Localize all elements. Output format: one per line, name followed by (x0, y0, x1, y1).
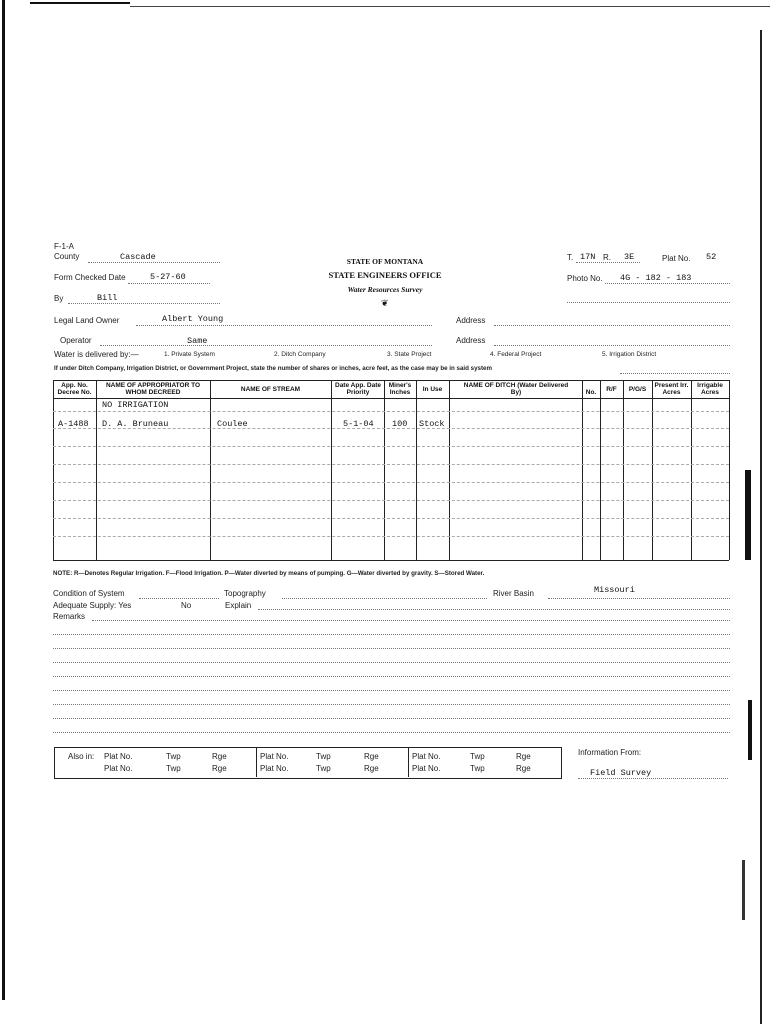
owner-line (136, 325, 432, 326)
basin-value: Missouri (594, 585, 635, 595)
header-survey: Water Resources Survey (347, 285, 423, 294)
county-label: County (54, 252, 80, 261)
table-col-line (416, 380, 417, 560)
also-in-rge-2: Rge (212, 764, 227, 773)
plat-value: 52 (706, 252, 717, 262)
township-r-value: 3E (624, 252, 635, 262)
remarks-line (53, 648, 730, 649)
table-top-border (53, 380, 729, 381)
row2-app: A-1488 (58, 419, 89, 429)
delivered-option-3: 3. State Project (387, 351, 432, 358)
remarks-line (53, 634, 730, 635)
table-col-line (210, 380, 211, 560)
also-in-plat-3: Plat No. (260, 752, 289, 761)
by-line (68, 303, 220, 304)
table-col-line (582, 380, 583, 560)
table-col-line (53, 380, 54, 560)
left-edge-line (2, 0, 5, 1000)
county-line (88, 262, 220, 263)
supply-no-label: No (181, 601, 192, 610)
info-value: Field Survey (590, 768, 652, 778)
also-in-divider (256, 748, 257, 777)
also-in-plat-1: Plat No. (104, 752, 133, 761)
col-header-stream: NAME OF STREAM (240, 386, 301, 393)
also-in-twp-5: Twp (470, 752, 485, 761)
condition-line (139, 598, 219, 599)
ditch-note-line (620, 373, 730, 374)
col-header-ditch: NAME OF DITCH (Water Delivered By) (463, 382, 569, 396)
also-in-plat-4: Plat No. (260, 764, 289, 773)
table-col-line (600, 380, 601, 560)
delivered-label: Water is delivered by:— (54, 350, 139, 359)
col-header-date: Date App. Date Priority (335, 382, 381, 396)
delivered-option-2: 2. Ditch Company (274, 351, 326, 358)
county-value: Cascade (120, 252, 156, 262)
owner-address-line (494, 325, 730, 326)
plat-label: Plat No. (662, 254, 691, 263)
col-header-inuse: In Use (422, 386, 443, 393)
also-in-divider (408, 748, 409, 777)
basin-label: River Basin (493, 589, 534, 598)
operator-label: Operator (60, 336, 92, 345)
col-header-inches: Miner's Inches (388, 382, 412, 396)
table-row-line (53, 518, 729, 519)
col-header-irrigable: Irrigable Acres (697, 382, 723, 396)
remarks-line (53, 718, 730, 719)
also-in-rge-5: Rge (516, 752, 531, 761)
table-col-line (449, 380, 450, 560)
township-line (576, 262, 640, 263)
col-header-pgs: P/G/S (628, 386, 647, 393)
table-row-line (53, 500, 729, 501)
also-in-plat-6: Plat No. (412, 764, 441, 773)
supply-line (258, 609, 730, 610)
also-in-rge-6: Rge (516, 764, 531, 773)
photo-value: 4G - 182 - 183 (620, 273, 692, 283)
remarks-line (53, 704, 730, 705)
also-in-label: Also in: (68, 752, 95, 761)
township-r-label: R. (603, 253, 611, 262)
col-header-appropriator: NAME OF APPROPRIATOR TO WHOM DECREED (105, 382, 200, 396)
form-checked-line (128, 283, 210, 284)
topography-line (282, 598, 487, 599)
table-row-line (53, 446, 729, 447)
operator-address-line (494, 345, 730, 346)
owner-label: Legal Land Owner (54, 316, 120, 325)
also-in-plat-2: Plat No. (104, 764, 133, 773)
photo-label: Photo No. (567, 274, 603, 283)
also-in-twp-3: Twp (316, 752, 331, 761)
remarks-line (92, 620, 730, 621)
also-in-twp-6: Twp (470, 764, 485, 773)
remarks-label: Remarks (53, 612, 86, 621)
owner-value: Albert Young (162, 314, 224, 324)
right-edge-line (760, 30, 762, 1024)
delivered-option-4: 4. Federal Project (490, 351, 542, 358)
delivered-option-5: 5. Irrigation District (602, 351, 657, 358)
also-in-plat-5: Plat No. (412, 752, 441, 761)
photo-line-2 (567, 302, 730, 303)
form-checked-value: 5-27-60 (150, 272, 186, 282)
remarks-line (53, 676, 730, 677)
also-in-rge-1: Rge (212, 752, 227, 761)
operator-line (100, 345, 432, 346)
remarks-line (53, 732, 730, 733)
by-label: By (54, 294, 64, 303)
row2-inuse: Stock (419, 419, 445, 429)
remarks-line (53, 690, 730, 691)
row2-inches: 100 (392, 419, 408, 429)
form-id: F-1-A (54, 242, 74, 251)
also-in-twp-4: Twp (316, 764, 331, 773)
seal-icon: ❦ (381, 298, 389, 308)
row1-appropriator: NO IRRIGATION (102, 400, 169, 410)
table-col-line (691, 380, 692, 560)
remarks-line (53, 662, 730, 663)
row2-date: 5-1-04 (343, 419, 374, 429)
ditch-note: If under Ditch Company, Irrigation District, or Government Project, state the number of shares or inches, acre feet, as the case may be in said system (54, 365, 492, 372)
table-col-line (652, 380, 653, 560)
delivered-option-1: 1. Private System (164, 351, 215, 358)
table-row-line (53, 482, 729, 483)
table-col-line (623, 380, 624, 560)
also-in-rge-3: Rge (364, 752, 379, 761)
table-col-line (96, 380, 97, 560)
topography-label: Topography (224, 589, 266, 598)
basin-line (548, 598, 730, 599)
also-in-twp-1: Twp (166, 752, 181, 761)
col-header-rf: R/F (606, 386, 617, 393)
supply-explain-label: Explain (225, 601, 252, 610)
table-row-line (53, 464, 729, 465)
col-header-app: App. No. Decree No. (57, 382, 92, 396)
by-value: Bill (97, 293, 118, 303)
operator-value: Same (187, 336, 208, 346)
form-checked-label: Form Checked Date (54, 273, 126, 282)
legend-note: NOTE: R—Denotes Regular Irrigation. F—Flood Irrigation. P—Water diverted by means of pumping. G—Water diverted by gravity. S—Stored Water. (53, 570, 485, 577)
col-header-present: Present Irr. Acres (654, 382, 689, 396)
township-t-value: 17N (580, 252, 596, 262)
table-col-line (331, 380, 332, 560)
also-in-rge-4: Rge (364, 764, 379, 773)
header-office: STATE ENGINEERS OFFICE (328, 270, 442, 280)
supply-label: Adequate Supply: Yes (53, 601, 132, 610)
info-line (578, 778, 728, 779)
table-bottom-border (53, 560, 729, 561)
table-header-border (53, 398, 729, 399)
top-edge-line (30, 2, 130, 4)
info-label: Information From: (578, 748, 642, 757)
table-col-line (729, 380, 730, 560)
operator-address-label: Address (456, 336, 486, 345)
row2-stream: Coulee (217, 419, 248, 429)
table-col-line (384, 380, 385, 560)
header-state: STATE OF MONTANA (346, 257, 424, 266)
top-edge-line-2 (130, 6, 770, 7)
township-t-label: T. (567, 253, 574, 262)
row2-appropriator: D. A. Bruneau (102, 419, 169, 429)
also-in-twp-2: Twp (166, 764, 181, 773)
owner-address-label: Address (456, 316, 486, 325)
condition-label: Condition of System (53, 589, 125, 598)
table-row-line (53, 411, 729, 412)
right-edge-mark-3 (742, 860, 745, 920)
col-header-no: No. (585, 389, 597, 396)
table-row-line (53, 536, 729, 537)
right-edge-mark-2 (748, 700, 752, 760)
photo-line (605, 283, 730, 284)
right-edge-mark-1 (745, 470, 751, 560)
